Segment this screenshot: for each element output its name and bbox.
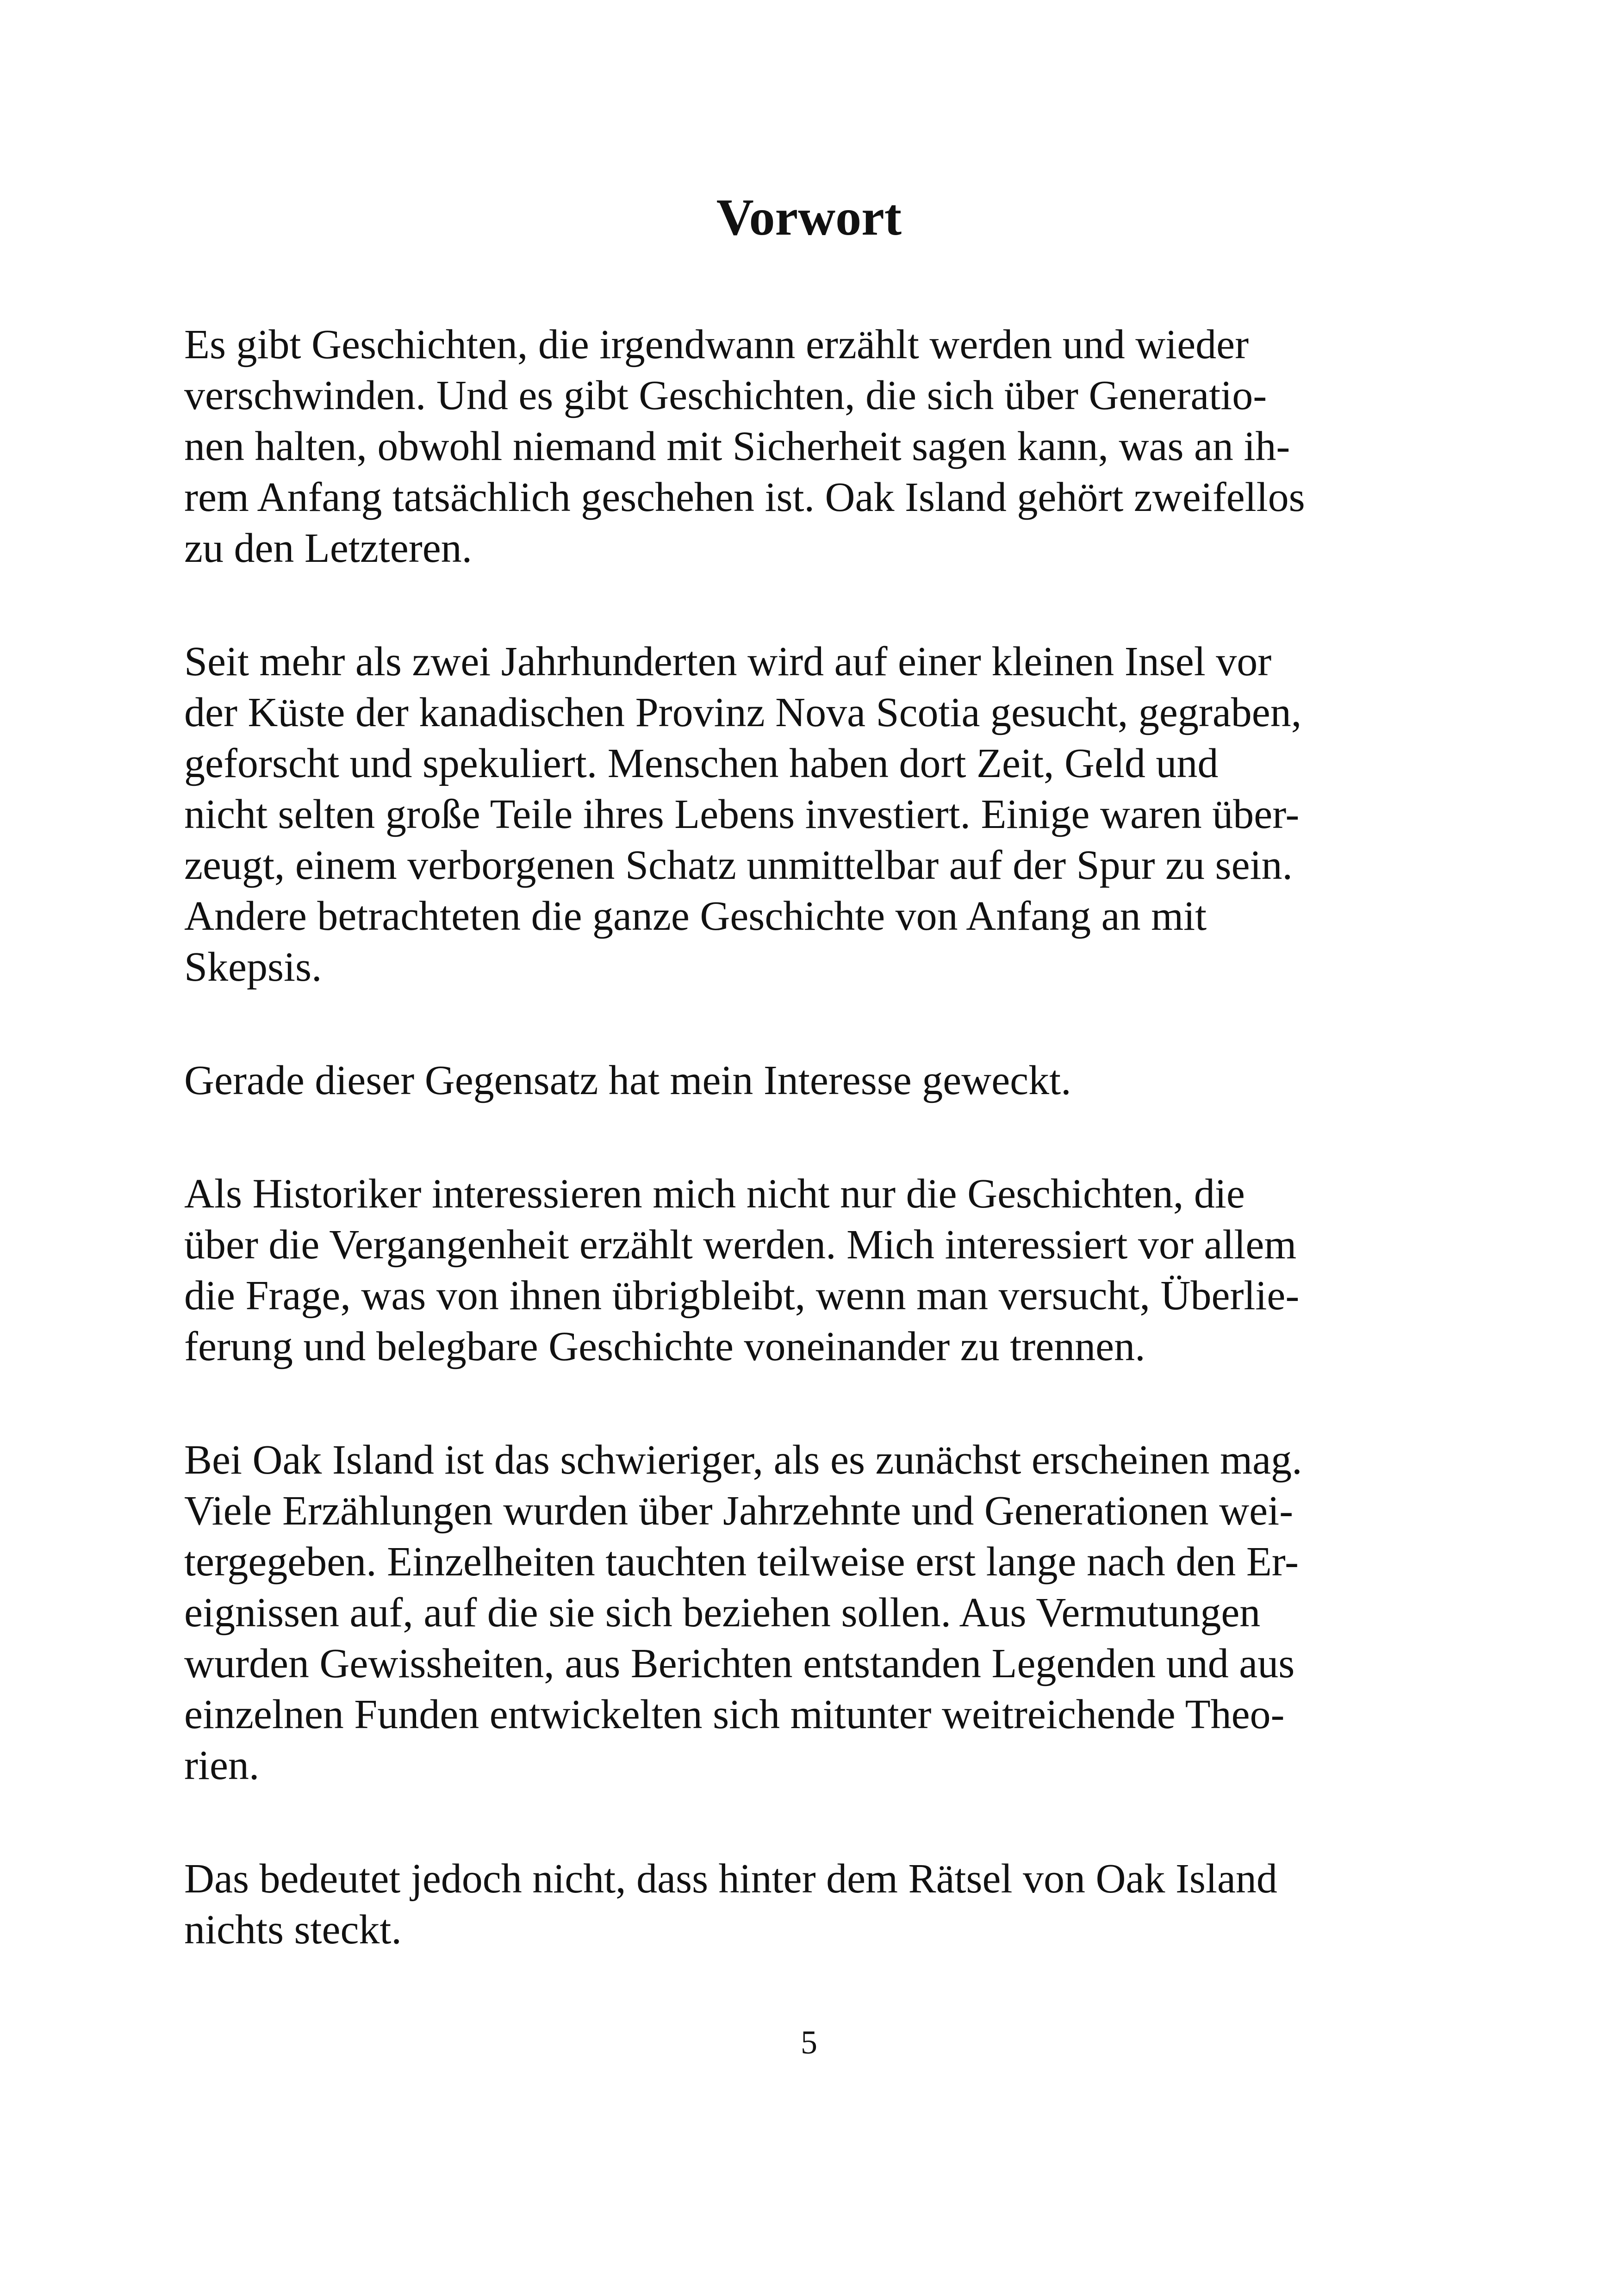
text-line: über die Vergangenheit erzählt werden. Mich interessiert vor allem	[184, 1222, 1297, 1268]
text-line: der Küste der kanadischen Provinz Nova Scotia gesucht, gegraben,	[184, 690, 1302, 735]
text-line: zeugt, einem verborgenen Schatz unmittelbar auf der Spur zu sein.	[184, 842, 1293, 888]
text-line: nicht selten große Teile ihres Lebens investiert. Einige waren über-	[184, 791, 1300, 837]
text-line: die Frage, was von ihnen übrigbleibt, wenn man versucht, Überlie-	[184, 1273, 1300, 1319]
text-line: Als Historiker interessieren mich nicht nur die Geschichten, die	[184, 1171, 1245, 1217]
page-title: Vorwort	[716, 189, 902, 246]
text-line: wurden Gewissheiten, aus Berichten entstanden Legenden und aus	[184, 1641, 1295, 1686]
text-line: einzelnen Funden entwickelten sich mitunter weitreichende Theo-	[184, 1692, 1285, 1737]
text-line: Bei Oak Island ist das schwieriger, als es zunächst erscheinen mag.	[184, 1437, 1302, 1483]
text-line: Viele Erzählungen wurden über Jahrzehnte und Generationen wei-	[184, 1488, 1294, 1534]
text-line: eignissen auf, auf die sie sich beziehen sollen. Aus Vermutungen	[184, 1590, 1261, 1636]
text-line: Das bedeutet jedoch nicht, dass hinter dem Rätsel von Oak Island	[184, 1856, 1277, 1902]
text-line: verschwinden. Und es gibt Geschichten, die sich über Generatio-	[184, 373, 1267, 418]
text-line: tergegeben. Einzelheiten tauchten teilweise erst lange nach den Er-	[184, 1539, 1299, 1585]
page-number: 5	[801, 2024, 817, 2061]
text-line: Seit mehr als zwei Jahrhunderten wird auf einer kleinen Insel vor	[184, 639, 1272, 684]
text-line: rien.	[184, 1742, 260, 1788]
text-line: Es gibt Geschichten, die irgendwann erzählt werden und wieder	[184, 322, 1249, 367]
text-line: rem Anfang tatsächlich geschehen ist. Oak Island gehört zweifellos	[184, 474, 1305, 520]
text-line: nichts steckt.	[184, 1907, 402, 1953]
text-line: nen halten, obwohl niemand mit Sicherheit sagen kann, was an ih-	[184, 423, 1290, 469]
text-line: Andere betrachteten die ganze Geschichte von Anfang an mit	[184, 893, 1207, 939]
text-line: Skepsis.	[184, 944, 322, 990]
text-line: Gerade dieser Gegensatz hat mein Interesse geweckt.	[184, 1058, 1071, 1103]
text-line: ferung und belegbare Geschichte voneinander zu trennen.	[184, 1324, 1145, 1369]
text-line: zu den Letzteren.	[184, 525, 473, 571]
text-line: geforscht und spekuliert. Menschen haben dort Zeit, Geld und	[184, 740, 1219, 786]
